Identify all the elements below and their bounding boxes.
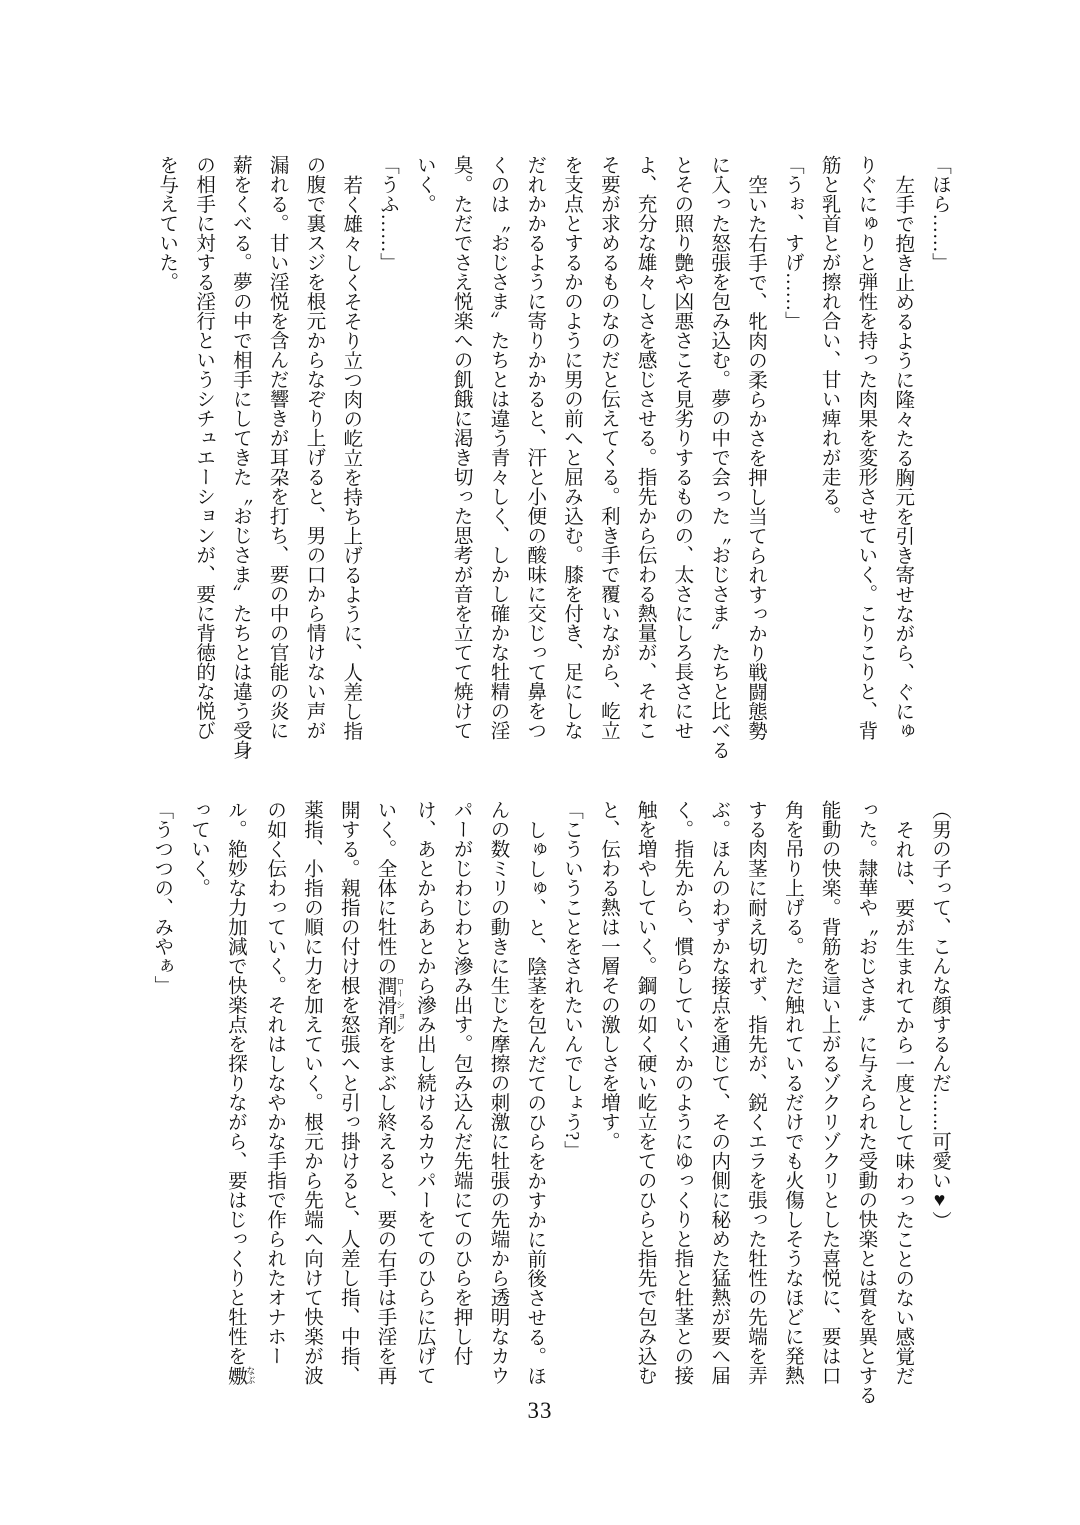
text-line: と、伝わる熱は一層その激しさを増す。: [597, 800, 619, 1151]
ruby-annotation: 嫐 なぶ: [224, 1365, 256, 1385]
text-line: 薪をくべる。夢の中で相手にしてきた〝おじさま〟たちとは違う受身: [229, 155, 251, 760]
text-line: の相手に対する淫行というシチュエーションが、要に背徳的な悦び: [193, 155, 215, 740]
text-line: 臭。ただでさえ悦楽への飢餓に渇き切った思考が音を立てて焼けて: [450, 155, 472, 740]
text-line: だれかかるように寄りかかると、汗と小便の酸味に交じって鼻をつ: [524, 155, 546, 740]
text-line: を与えていた。: [156, 155, 178, 292]
text-line: ぶ。ほんのわずかな接点を通じて、その内側に秘めた猛熱が要へ届: [708, 800, 730, 1385]
text-line: りぐにゅりと弾性を持った肉果を変形させていく。こりこりと、背: [855, 155, 877, 740]
text-line: 「うぉ、すげ……」: [781, 155, 803, 331]
text-line: それは、要が生まれてから一度として味わったことのない感覚だ: [892, 819, 914, 1385]
text-line: よ、充分な雄々しさを感じさせる。指先から伝わる熱量が、それこ: [634, 155, 656, 740]
text-line: （男の子って、こんな顔するんだ……可愛い♥）: [929, 800, 950, 1231]
text-line: いく。: [413, 155, 435, 214]
text-line: 「ほら……」: [929, 155, 950, 272]
text-line: 筋と乳首とが擦れ合い、甘い痺れが走る。: [818, 155, 840, 526]
text-line: くのは〝おじさま〟たちとは違う青々しく、しかし確かな牡精の淫: [487, 155, 509, 740]
text-line: んの数ミリの動きに生じた摩擦の刺激に牡張の先端から透明なカウ: [487, 800, 509, 1385]
text-line: の腹で裏スジを根元からなぞり上げると、男の口から情けない声が: [303, 155, 325, 740]
text-line: 角を吊り上げる。ただ触れているだけでも火傷しそうなほどに発熱: [781, 800, 803, 1385]
text-line: の如く伝わっていく。それはしなやかな手指で作られたオナホー: [264, 800, 286, 1366]
text-line: パーがじわじわと滲み出す。包み込んだ先端にてのひらを押し付: [450, 800, 472, 1366]
text-line: 「うつつの、みやぁ」: [151, 800, 173, 995]
text-block-top: [147, 155, 957, 769]
text-line: する肉茎に耐え切れず、指先が、鋭くエラを張った牡性の先端を弄: [745, 800, 767, 1385]
ruby-annotation: 潤滑剤 ローション: [374, 975, 406, 1034]
text-line: 触を増やしていく。鋼の如く硬い屹立をてのひらと指先で包み込む: [634, 800, 656, 1385]
text-line: 薬指、小指の順に力を加えていく。根元から先端へ向けて快楽が波: [300, 800, 322, 1385]
text-line: 漏れる。甘い淫悦を含んだ響きが耳朶を打ち、要の中の官能の炎に: [266, 155, 288, 740]
text-line: 能動の快楽。背筋を這い上がるゾクリゾクリとした喜悦に、要は口: [818, 800, 840, 1385]
text-line: いく。全体に牡性の潤滑剤 ローションをまぶし終えると、要の右手は手淫を再: [374, 800, 406, 1385]
text-line: 「こういうことをされたいんでしょう?」: [561, 800, 583, 1160]
page-number: 33: [527, 1398, 553, 1423]
text-line: 開する。親指の付け根を怒張へと引っ掛けると、人差し指、中指、: [337, 800, 359, 1385]
text-block-bottom: [142, 800, 957, 1414]
text-line: 若く雄々しくそそり立つ肉の屹立を持ち上げるように、人差し指: [340, 174, 362, 740]
text-line: とその照り艶や凶悪さこそ見劣りするものの、太さにしろ長さにせ: [671, 155, 693, 740]
text-line: った。隷華や〝おじさま〟に与えられた受動の快楽とは質を異とする: [855, 800, 877, 1405]
text-line: 「うふ……」: [377, 155, 399, 272]
text-line: 左手で抱き止めるように隆々たる胸元を引き寄せながら、ぐにゅ: [892, 174, 914, 740]
text-line: く。指先から、慣らしていくかのようにゆっくりと指と牡茎との接: [671, 800, 693, 1385]
text-line: っていく。: [188, 800, 210, 898]
text-line: しゅしゅ、と、陰茎を包んだてのひらをかすかに前後させる。ほ: [524, 819, 546, 1385]
text-line: そ要が求めるものなのだと伝えてくる。利き手で覆いながら、屹立: [597, 155, 619, 740]
text-line: け、あとからあとから滲み出し続けるカウパーをてのひらに広げて: [413, 800, 435, 1385]
text-line: を支点とするかのように男の前へと屈み込む。膝を付き、足にしな: [561, 155, 583, 740]
text-line: 空いた右手で、牝肉の柔らかさを押し当てられすっかり戦闘態勢: [745, 174, 767, 740]
text-line: ル。絶妙な力加減で快楽点を探りながら、要はじっくりと牡性を嫐 なぶ: [224, 800, 256, 1385]
text-line: に入った怒張を包み込む。夢の中で会った〝おじさま〟たちと比べる: [708, 155, 730, 760]
